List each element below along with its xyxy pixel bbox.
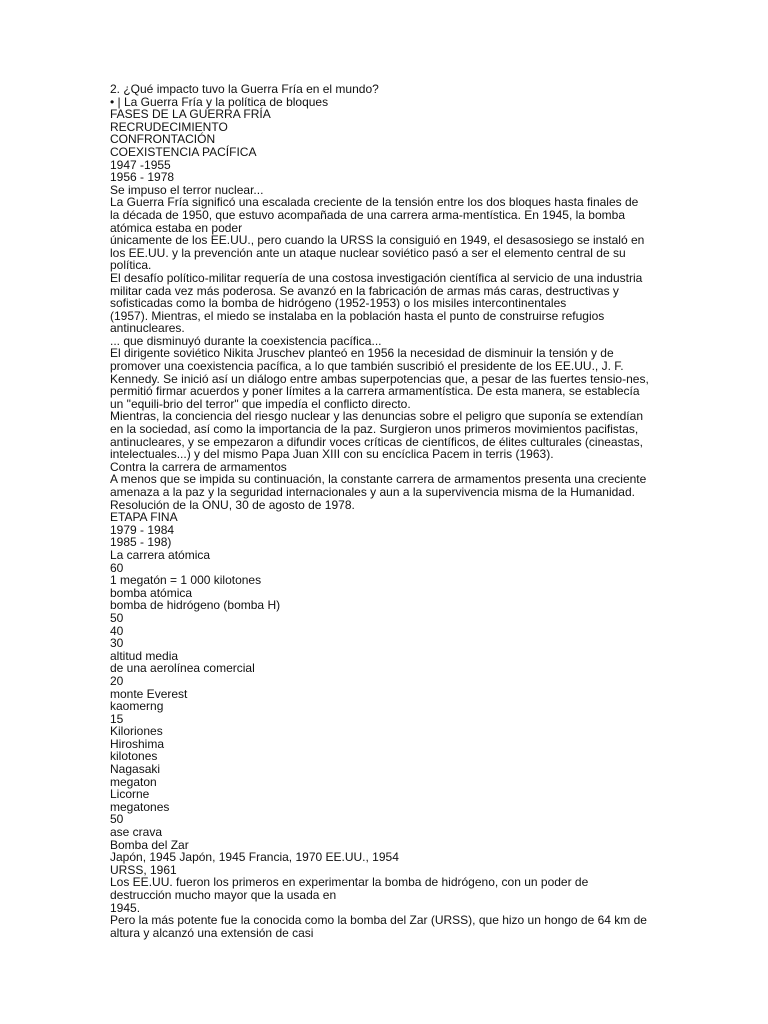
text-line: Los EE.UU. fueron los primeros en experimentar la bomba de hidrógeno, con un poder de destrucción mucho mayor que la usada en <box>110 875 589 902</box>
text-line: altitud media <box>110 648 179 663</box>
text-line: RECRUDECIMIENTO <box>110 119 228 134</box>
document-text <box>110 83 650 939</box>
text-line: Bomba del Zar <box>110 837 189 852</box>
text-line: Se impuso el terror nuclear... <box>110 182 264 197</box>
text-line: 1956 - 1978 <box>110 170 175 185</box>
text-line: 30 <box>110 636 124 651</box>
text-line: Kiloriones <box>110 724 163 739</box>
text-line: megatones <box>110 799 170 814</box>
text-line: ... que disminuyó durante la coexistencia pacífica... <box>110 333 382 348</box>
text-line: Hiroshima <box>110 736 165 751</box>
text-line: bomba atómica <box>110 585 193 600</box>
text-line: El desafío político-militar requería de una costosa investigación científica al servicio de una industria militar cada vez más poderosa. Se avanzó en la fabricación de armas más caras, destructivas y sofisticadas como la bomba de hidrógeno (1952-1953) o los misiles intercontinentales <box>110 270 643 311</box>
text-line: 1979 - 1984 <box>110 522 175 537</box>
text-line: 50 <box>110 812 124 827</box>
text-line: kilotones <box>110 749 158 764</box>
text-line: 1985 - 198) <box>110 535 172 550</box>
text-line: La carrera atómica <box>110 547 211 562</box>
text-line: La Guerra Fría significó una escalada creciente de la tensión entre los dos bloques hasta finales de la década de 1950, que estuvo acompañada de una carrera arma-mentística. En 1945, la bomba atómica estaba en poder <box>110 195 639 235</box>
text-line: megaton <box>110 774 157 789</box>
text-line: Pero la más potente fue la conocida como la bomba del Zar (URSS), que hizo un hongo de 64 km de altura y alcanzó una extensión de casi <box>110 913 647 940</box>
text-line: Mientras, la conciencia del riesgo nuclear y las denuncias sobre el peligro que suponía se extendían en la sociedad, así como la importancia de la paz. Surgieron unos primeros movimientos pacifistas, antinucleares, y se empezaron a difundir voces críticas de científicos, de élites culturales (cineastas, intelectuales...) y del mismo Papa Juan XIII con su encíclica Pacem in terris (1963). <box>110 409 643 462</box>
text-line: monte Everest <box>110 686 188 701</box>
text-line: 15 <box>110 711 124 726</box>
text-line: 20 <box>110 673 124 688</box>
text-line: 1 megatón = 1 000 kilotones <box>110 573 262 588</box>
text-line: • | La Guerra Fría y la política de bloques <box>110 94 329 109</box>
text-line: El dirigente soviético Nikita Jruschev planteó en 1956 la necesidad de disminuir la tensión y de promover una coexistencia pacífica, a lo que también suscribió el presidente de los EE.UU., J. F. Kennedy. Se inició así un diálogo entre ambas superpotencias que, a pesar de las fuertes tensio-nes, permitió firmar acuerdos y poner límites a la carrera armamentística. De esta manera, se establecía un "equili-brio del terror" que impedía el conflicto directo. <box>110 346 649 411</box>
text-line: 40 <box>110 623 124 638</box>
text-line: únicamente de los EE.UU., pero cuando la URSS la consiguió en 1949, el desasosiego se instaló en los EE.UU. y la prevención ante un ataque nuclear soviético pasó a ser el elemento central de su política. <box>110 233 645 273</box>
text-line: A menos que se impida su continuación, la constante carrera de armamentos presenta una creciente amenaza a la paz y la seguridad internacionales y aun a la supervivencia misma de la Humanidad. <box>110 472 647 499</box>
text-line: Contra la carrera de armamentos <box>110 459 287 474</box>
text-line: Licorne <box>110 787 150 802</box>
text-line: URSS, 1961 <box>110 862 177 877</box>
text-line: 1947 -1955 <box>110 157 171 172</box>
text-line: (1957). Mientras, el miedo se instalaba en la población hasta el punto de construirse refugios antinucleares. <box>110 308 605 336</box>
text-line: 60 <box>110 560 124 575</box>
text-line: COEXISTENCIA PACÍFICA <box>110 144 257 159</box>
text-line: de una aerolínea comercial <box>110 661 255 676</box>
text-line: kaomerng <box>110 699 164 714</box>
text-line: Japón, 1945 Japón, 1945 Francia, 1970 EE.UU., 1954 <box>110 850 399 865</box>
text-line: Nagasaki <box>110 762 161 777</box>
text-line: Resolución de la ONU, 30 de agosto de 1978. <box>110 497 355 512</box>
text-line: bomba de hidrógeno (bomba H) <box>110 598 281 613</box>
text-line: 2. ¿Qué impacto tuvo la Guerra Fría en el mundo? <box>110 82 379 96</box>
text-line: FASES DE LA GUERRA FRÍA <box>110 107 271 122</box>
text-line: CONFRONTACIÓN <box>110 132 216 147</box>
text-line: ETAPA FINA <box>110 510 178 525</box>
text-line: 1945. <box>110 900 141 915</box>
text-line: 50 <box>110 610 124 625</box>
text-line: ase crava <box>110 825 163 840</box>
